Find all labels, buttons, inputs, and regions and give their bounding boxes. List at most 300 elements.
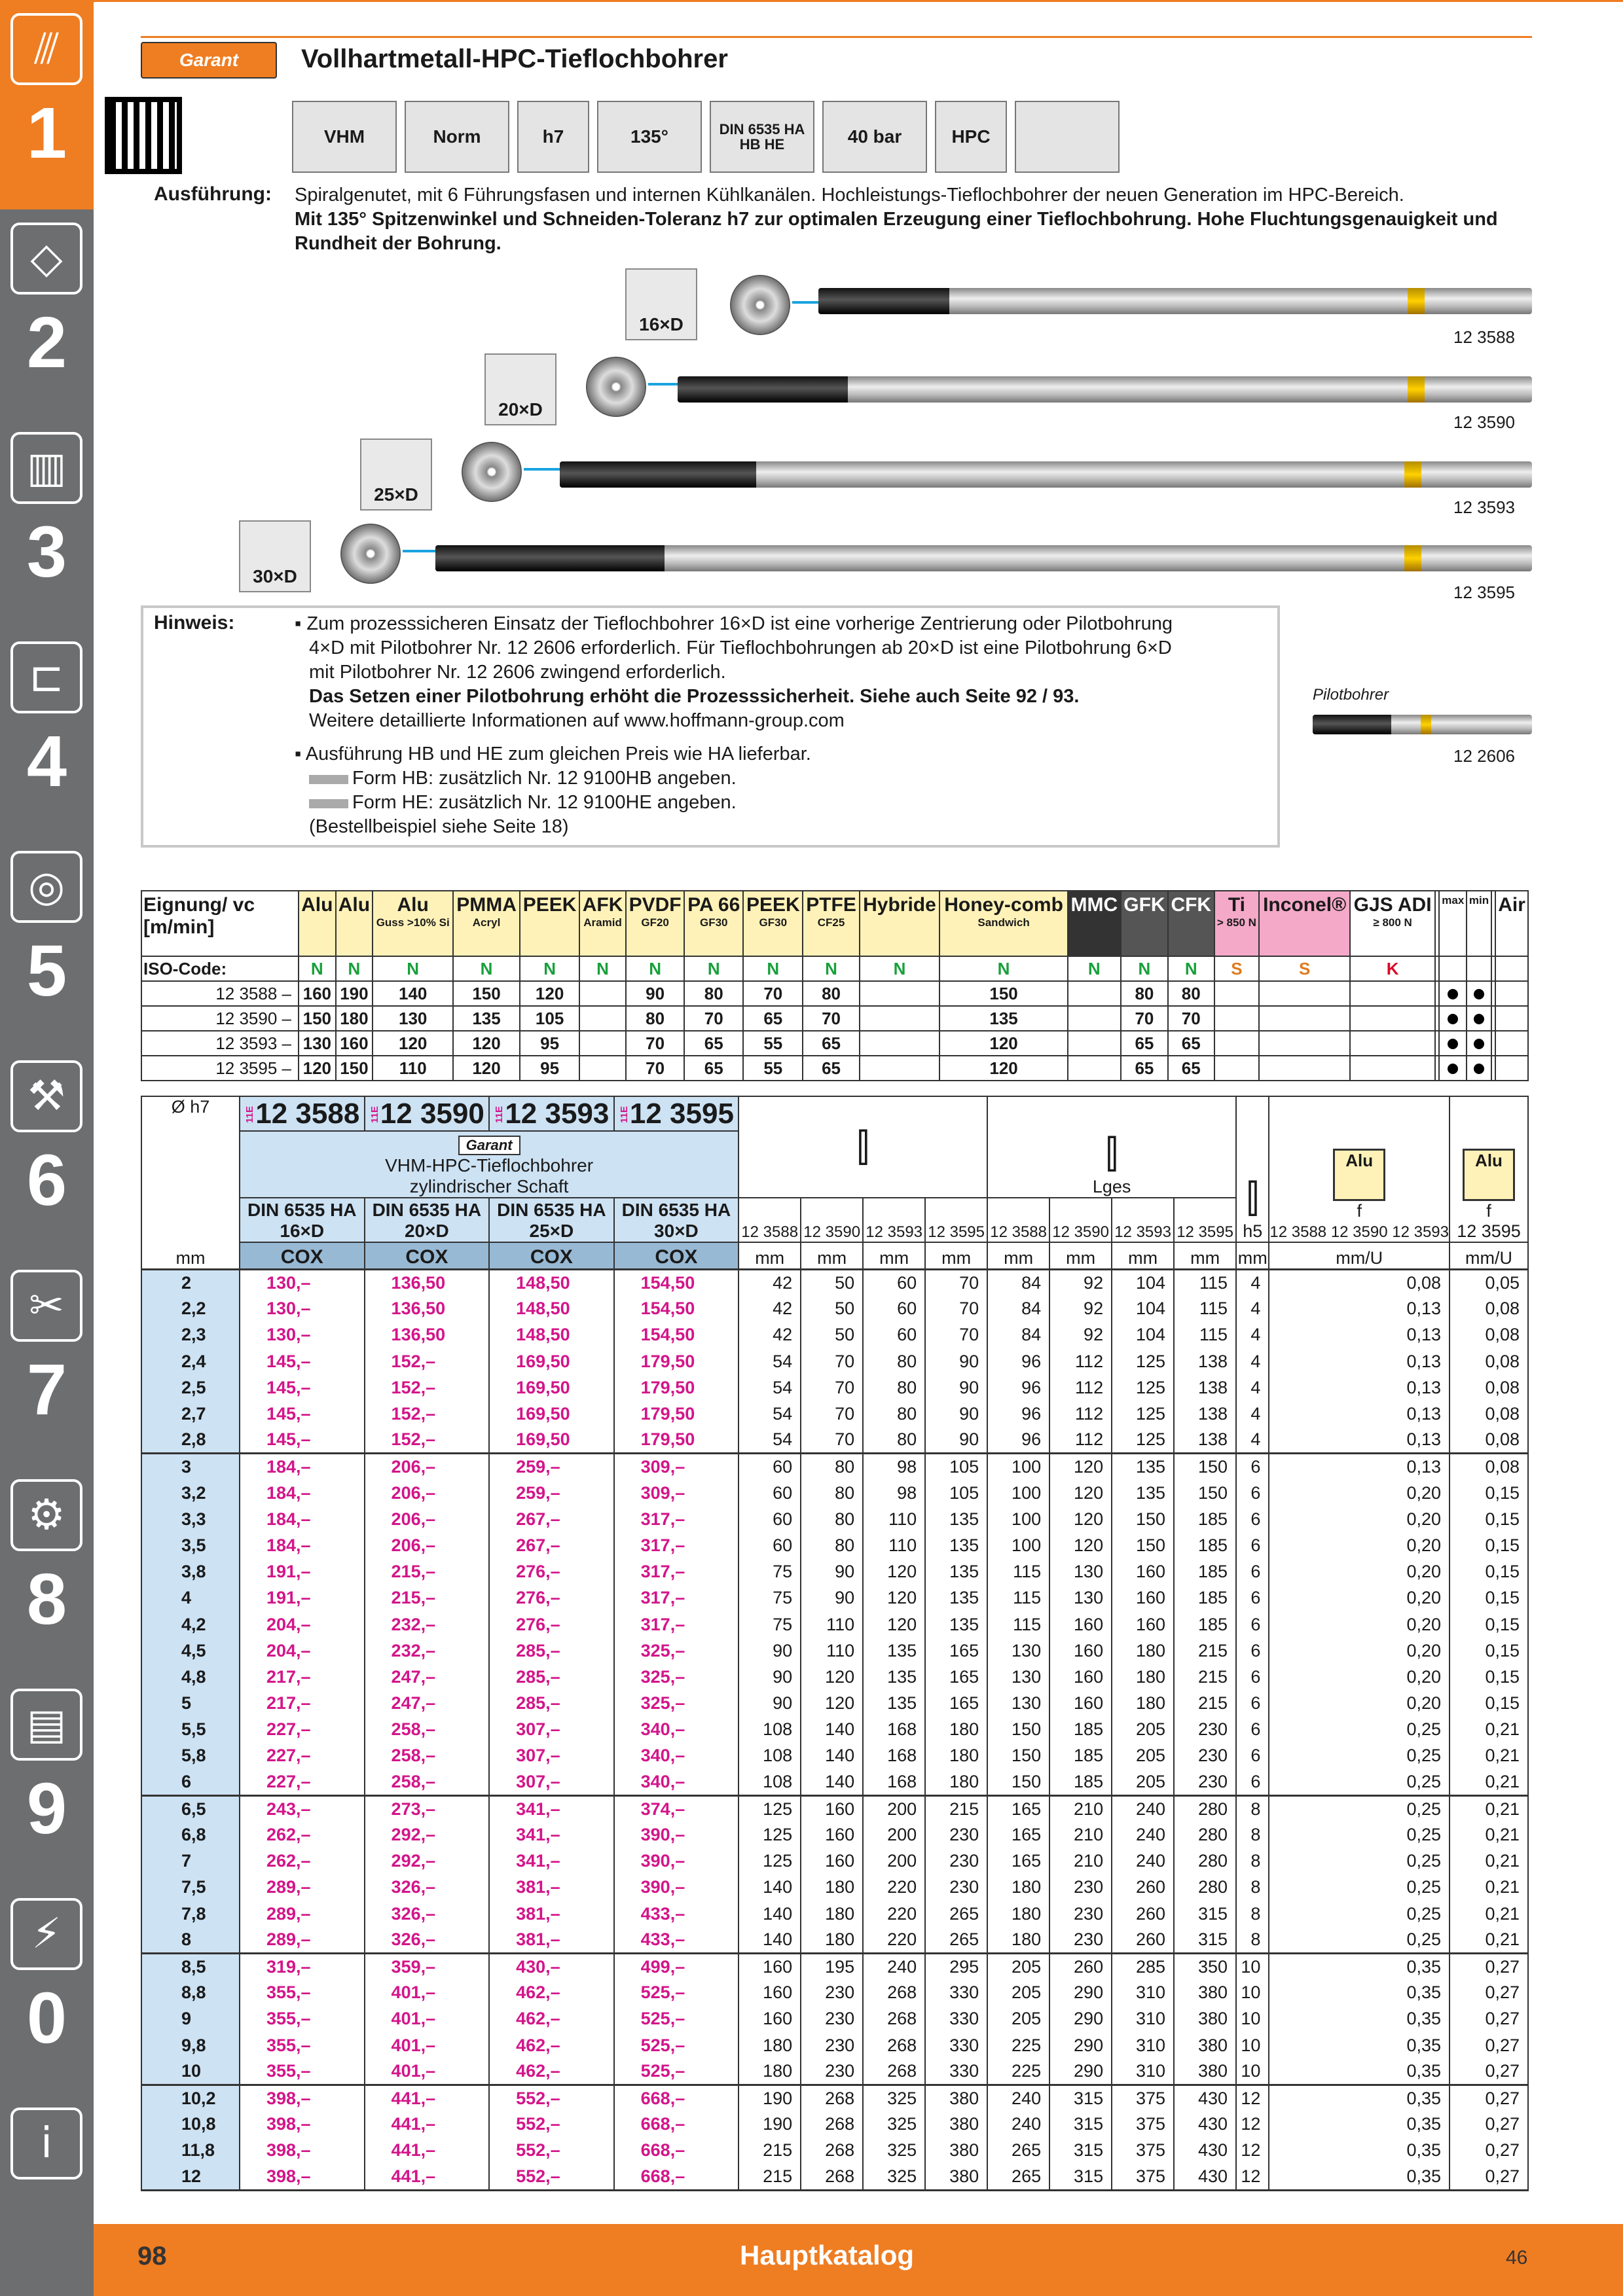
dimension-cell: 210 (1049, 1848, 1112, 1874)
price-cell: 154,50 (614, 1270, 739, 1296)
dimension-cell: 108 (739, 1769, 801, 1795)
dimension-cell: 8 (1236, 1927, 1269, 1953)
tool-number: 12 3595 (1453, 583, 1515, 602)
iso-code: N (579, 956, 626, 981)
dimension-cell: 0,15 (1450, 1506, 1528, 1532)
chapter-sidebar (0, 0, 94, 2296)
dimension-cell: 160 (1049, 1611, 1112, 1638)
table-row (141, 1717, 1528, 1743)
cell: 80 (803, 981, 859, 1006)
price-cell: 355,– (240, 2032, 365, 2058)
price-cell: 325,– (614, 1664, 739, 1690)
table-row (141, 1769, 1528, 1795)
row-number: 12 3593 – (141, 1031, 299, 1056)
price-cell: 130,– (240, 1322, 365, 1348)
diameter-cell: 4 (141, 1585, 240, 1611)
sub-article: 12 3590 (801, 1198, 863, 1242)
dimension-cell: 0,25 (1269, 1717, 1450, 1743)
dimension-cell: 0,15 (1450, 1585, 1528, 1611)
iso-code (1467, 956, 1491, 981)
dimension-cell: 75 (739, 1585, 801, 1611)
dimension-cell: 8 (1236, 1848, 1269, 1874)
dimension-cell: 10 (1236, 2058, 1269, 2085)
dimension-cell: 120 (1049, 1506, 1112, 1532)
dimension-cell: 0,25 (1269, 1848, 1450, 1874)
dimension-cell: 215 (739, 2164, 801, 2190)
dimension-cell: 120 (1049, 1480, 1112, 1506)
cell (579, 1031, 626, 1056)
price-cell: 267,– (489, 1532, 614, 1558)
price-cell: 206,– (365, 1454, 490, 1480)
dimension-cell: 268 (863, 1980, 925, 2006)
dimension-cell: 140 (801, 1769, 863, 1795)
dimension-cell: 205 (987, 2006, 1049, 2032)
dimension-cell: 268 (863, 2058, 925, 2085)
price-cell: 243,– (240, 1795, 365, 1821)
price-cell: 148,50 (489, 1270, 614, 1296)
table-row (141, 1348, 1528, 1374)
form-hb-icon (309, 775, 348, 784)
dimension-cell: 290 (1049, 2032, 1112, 2058)
dimension-cell: 265 (987, 2164, 1049, 2190)
dimension-cell: 168 (863, 1769, 925, 1795)
price-cell: 401,– (365, 2058, 490, 2085)
sub-article: 12 3588 (739, 1198, 801, 1242)
drill-machine-icon: ⚡ (10, 1898, 82, 1970)
iso-code: N (939, 956, 1068, 981)
material-col: Alu Guss >10% Si (373, 891, 453, 956)
iso-code: N (803, 956, 859, 981)
sidebar-chapter-i[interactable] (0, 2094, 94, 2270)
sidebar-chapter-1[interactable] (0, 0, 94, 209)
dimension-cell: 135 (863, 1664, 925, 1690)
unit-mmU: mm/U (1269, 1242, 1450, 1269)
dimension-cell: 92 (1049, 1270, 1112, 1296)
dimension-cell: 160 (1112, 1585, 1174, 1611)
dimension-cell: 380 (1174, 2006, 1236, 2032)
dimension-cell: 60 (739, 1532, 801, 1558)
dimension-cell: 0,08 (1269, 1270, 1450, 1296)
sidebar-chapter-9[interactable] (0, 1676, 94, 1885)
dimension-cell: 165 (987, 1795, 1049, 1821)
dimension-cell: 0,21 (1450, 1927, 1528, 1953)
price-cell: 169,50 (489, 1401, 614, 1427)
dimension-cell: 168 (863, 1717, 925, 1743)
sub-article: 12 3593 (863, 1198, 925, 1242)
cell (1068, 981, 1121, 1006)
cell: 80 (1121, 981, 1168, 1006)
dimension-cell: 96 (987, 1427, 1049, 1454)
sidebar-chapter-0[interactable] (0, 1885, 94, 2094)
dimension-cell: 120 (1049, 1532, 1112, 1558)
material-col: Hybride (860, 891, 940, 956)
price-cell: 276,– (489, 1611, 614, 1638)
price-cell: 206,– (365, 1480, 490, 1506)
dimension-cell: 105 (925, 1454, 987, 1480)
price-cell: 401,– (365, 2006, 490, 2032)
price-cell: 462,– (489, 1980, 614, 2006)
dimension-cell: 125 (739, 1821, 801, 1848)
dimension-cell: 200 (863, 1795, 925, 1821)
dimension-cell: 0,13 (1269, 1296, 1450, 1322)
garant-logo-small: Garant (458, 1136, 520, 1155)
cell: 120 (520, 981, 579, 1006)
dimension-cell: 0,20 (1269, 1559, 1450, 1585)
price-cell: 462,– (489, 2058, 614, 2085)
cell: 120 (453, 1031, 520, 1056)
dimension-cell: 165 (925, 1664, 987, 1690)
price-cell: 184,– (240, 1480, 365, 1506)
table-row (141, 1322, 1528, 1348)
dimension-cell: 330 (925, 2058, 987, 2085)
cell (1259, 1006, 1350, 1031)
chapter-number: 5 (26, 931, 67, 1011)
dimension-cell: 6 (1236, 1559, 1269, 1585)
holder-icon: ▥ (10, 432, 82, 504)
dimension-cell: 100 (987, 1480, 1049, 1506)
dimension-cell: 230 (1174, 1743, 1236, 1769)
feed-header-2: Alu f 12 3595 (1450, 1096, 1528, 1242)
table-row (141, 1056, 1528, 1081)
dimension-cell: 0,35 (1269, 2058, 1450, 2085)
price-cell: 552,– (489, 2164, 614, 2190)
dimension-cell: 0,35 (1269, 2032, 1450, 2058)
dimension-cell: 4 (1236, 1427, 1269, 1454)
price-cell: 355,– (240, 2006, 365, 2032)
cell: 70 (626, 1056, 685, 1081)
sidebar-chapter-7[interactable] (0, 1257, 94, 1466)
iso-code: N (373, 956, 453, 981)
dimension-cell: 138 (1174, 1374, 1236, 1401)
drill-image (560, 461, 1532, 488)
dimension-cell: 265 (925, 1927, 987, 1953)
article-number: 11E12 3588 (240, 1096, 365, 1131)
dimension-cell: 70 (925, 1270, 987, 1296)
price-cell: 145,– (240, 1348, 365, 1374)
table-row (141, 2164, 1528, 2190)
chapter-number: 9 (26, 1768, 67, 1849)
dimension-cell: 268 (801, 2164, 863, 2190)
dimension-cell: 160 (1049, 1638, 1112, 1664)
dimension-cell: 205 (987, 1953, 1049, 1979)
table-row (141, 1296, 1528, 1322)
dimension-cell: 168 (863, 1743, 925, 1769)
dimension-cell: 0,08 (1450, 1401, 1528, 1427)
hinweis-line (295, 766, 1264, 791)
price-cell: 552,– (489, 2111, 614, 2138)
dimension-cell: 240 (1112, 1821, 1174, 1848)
dimension-cell: 90 (739, 1664, 801, 1690)
ausfuehrung-text (295, 183, 1525, 256)
price-cell: 145,– (240, 1401, 365, 1427)
article-number: 11E12 3590 (365, 1096, 490, 1131)
sub-article: 12 3593 (1112, 1198, 1174, 1242)
dimension-cell: 8 (1236, 1821, 1269, 1848)
dimension-cell: 6 (1236, 1480, 1269, 1506)
price-cell: 247,– (365, 1664, 490, 1690)
dimension-cell: 330 (925, 2032, 987, 2058)
dimension-cell: 430 (1174, 2085, 1236, 2111)
price-cell: 552,– (489, 2085, 614, 2111)
sidebar-chapter-6[interactable] (0, 1047, 94, 1257)
din-ratio: DIN 6535 HA 30×D (614, 1198, 739, 1242)
dimension-cell: 115 (1174, 1322, 1236, 1348)
iso-code: N (626, 956, 685, 981)
price-cell: 317,– (614, 1611, 739, 1638)
dimension-cell: 130 (987, 1691, 1049, 1717)
price-cell: 326,– (365, 1874, 490, 1901)
price-cell: 359,– (365, 1953, 490, 1979)
dimension-cell: 230 (1049, 1901, 1112, 1927)
price-cell: 292,– (365, 1821, 490, 1848)
cell (1439, 1006, 1467, 1031)
cell: 65 (1121, 1056, 1168, 1081)
price-cell: 525,– (614, 2006, 739, 2032)
dimension-cell: 100 (987, 1506, 1049, 1532)
arrow-icon (524, 468, 563, 471)
dimension-cell: 240 (1112, 1848, 1174, 1874)
dimension-cell: 215 (1174, 1691, 1236, 1717)
cell (1214, 981, 1260, 1006)
price-cell: 136,50 (365, 1296, 490, 1322)
cross-section-icon (340, 524, 401, 584)
dimension-cell: 230 (925, 1848, 987, 1874)
price-cell: 341,– (489, 1848, 614, 1874)
price-cell: 292,– (365, 1848, 490, 1874)
ausfuehrung-line-2: Mit 135° Spitzenwinkel und Schneiden-Toleranz h7 zur optimalen Erzeugung einer Tieflochbohrung. Hohe Fluchtungsgenauigkeit und Rundheit der Bohrung. (295, 209, 1498, 254)
dimension-cell: 160 (739, 1953, 801, 1979)
dimension-cell: 10 (1236, 1953, 1269, 1979)
dimension-cell: 180 (1112, 1691, 1174, 1717)
dimension-cell: 50 (801, 1270, 863, 1296)
dimension-cell: 135 (925, 1611, 987, 1638)
dimension-cell: 150 (987, 1717, 1049, 1743)
price-cell: 525,– (614, 2032, 739, 2058)
material-col: Ti > 850 N (1214, 891, 1260, 956)
unit-mm: mm (925, 1242, 987, 1269)
sidebar-chapter-8[interactable] (0, 1466, 94, 1676)
price-cell: 340,– (614, 1743, 739, 1769)
price-cell: 258,– (365, 1769, 490, 1795)
price-cell: 340,– (614, 1769, 739, 1795)
dimension-cell: 140 (739, 1901, 801, 1927)
cell (1439, 1031, 1467, 1056)
table-row (141, 2058, 1528, 2085)
price-cell: 179,50 (614, 1374, 739, 1401)
dimension-cell: 4 (1236, 1322, 1269, 1348)
dimension-cell: 112 (1049, 1348, 1112, 1374)
price-cell: 355,– (240, 1980, 365, 2006)
cell (1259, 981, 1350, 1006)
dimension-cell: 54 (739, 1348, 801, 1374)
price-cell: 145,– (240, 1427, 365, 1454)
info-icon: i (10, 2108, 82, 2179)
iso-code: K (1350, 956, 1435, 981)
dimension-cell: 230 (1174, 1769, 1236, 1795)
diameter-cell: 6,5 (141, 1795, 240, 1821)
dimension-cell: 0,25 (1269, 1821, 1450, 1848)
cell: 150 (453, 981, 520, 1006)
price-cell: 390,– (614, 1821, 739, 1848)
dimension-cell: 220 (863, 1901, 925, 1927)
price-cell: 262,– (240, 1848, 365, 1874)
dimension-cell: 260 (1112, 1901, 1174, 1927)
table-row (141, 1031, 1528, 1056)
iso-code (1439, 956, 1467, 981)
diameter-cell: 8,5 (141, 1953, 240, 1979)
material-col: Alu (336, 891, 373, 956)
price-cell: 317,– (614, 1506, 739, 1532)
cell (1495, 1006, 1528, 1031)
material-col: PEEK GF30 (743, 891, 803, 956)
material-col: min (1467, 891, 1491, 956)
price-cell: 227,– (240, 1743, 365, 1769)
chapter-number: 6 (26, 1140, 67, 1221)
cox-header: COX (614, 1242, 739, 1269)
dimension-cell: 240 (987, 2111, 1049, 2138)
price-cell: 215,– (365, 1585, 490, 1611)
price-cell: 152,– (365, 1401, 490, 1427)
material-col: Inconel® (1259, 891, 1350, 956)
price-cell: 217,– (240, 1691, 365, 1717)
price-cell: 191,– (240, 1559, 365, 1585)
dimension-cell: 110 (801, 1611, 863, 1638)
price-cell: 227,– (240, 1717, 365, 1743)
price-cell: 499,– (614, 1953, 739, 1979)
price-cell: 179,50 (614, 1348, 739, 1374)
table-row (141, 981, 1528, 1006)
dimension-cell: 135 (863, 1691, 925, 1717)
dimension-cell: 0,15 (1450, 1532, 1528, 1558)
dimension-cell: 0,25 (1269, 1743, 1450, 1769)
feed-header-1: Alu f 12 3588 12 3590 12 3593 (1269, 1096, 1450, 1242)
dimension-cell: 54 (739, 1401, 801, 1427)
material-col: Air (1495, 891, 1528, 956)
dimension-cell: 0,13 (1269, 1454, 1450, 1480)
price-cell: 398,– (240, 2085, 365, 2111)
dimension-cell: 130 (1049, 1559, 1112, 1585)
dimension-cell: 54 (739, 1374, 801, 1401)
sidebar-chapter-3[interactable] (0, 419, 94, 628)
price-cell: 668,– (614, 2164, 739, 2190)
sidebar-chapter-5[interactable] (0, 838, 94, 1047)
ratio-icon: 25×D (360, 439, 432, 511)
dimension-cell: 215 (1174, 1664, 1236, 1690)
table-row (141, 1638, 1528, 1664)
sub-article: 12 3595 (925, 1198, 987, 1242)
cell: 70 (684, 1006, 743, 1031)
diameter-cell: 9 (141, 2006, 240, 2032)
cell (579, 981, 626, 1006)
cell: 65 (803, 1031, 859, 1056)
diameter-cell: 2 (141, 1270, 240, 1296)
material-col: PEEK (520, 891, 579, 956)
price-cell: 191,– (240, 1585, 365, 1611)
diameter-cell: 2,7 (141, 1401, 240, 1427)
dimension-cell: 140 (739, 1927, 801, 1953)
iso-code: N (1168, 956, 1214, 981)
cell (860, 1006, 940, 1031)
hinweis-line: ▪ Ausführung HB und HE zum gleichen Preis wie HA lieferbar. (295, 744, 811, 764)
hinweis-line: Weitere detaillierte Informationen auf www.hoffmann-group.com (309, 710, 845, 731)
price-cell: 206,– (365, 1532, 490, 1558)
dimension-cell: 210 (1049, 1821, 1112, 1848)
table-row (141, 1270, 1528, 1296)
dimension-cell: 112 (1049, 1401, 1112, 1427)
dimension-cell: 70 (801, 1374, 863, 1401)
cell (1467, 1006, 1491, 1031)
dimension-cell: 230 (801, 1980, 863, 2006)
cox-header: COX (489, 1242, 614, 1269)
dimension-cell: 0,35 (1269, 2138, 1450, 2164)
cell (1259, 1056, 1350, 1081)
dimension-cell: 92 (1049, 1296, 1112, 1322)
chapter-number: 4 (26, 721, 67, 802)
dimension-cell: 90 (801, 1585, 863, 1611)
price-cell: 136,50 (365, 1322, 490, 1348)
table-row (141, 1848, 1528, 1874)
dimension-cell: 115 (1174, 1296, 1236, 1322)
material-col: GJS ADI ≥ 800 N (1350, 891, 1435, 956)
table-row (141, 1532, 1528, 1558)
diameter-cell: 4,2 (141, 1611, 240, 1638)
sidebar-chapter-4[interactable] (0, 628, 94, 838)
diameter-cell: 10,2 (141, 2085, 240, 2111)
price-cell: 401,– (365, 1980, 490, 2006)
dimension-cell: 60 (739, 1454, 801, 1480)
dimension-cell: 140 (801, 1743, 863, 1769)
iso-code (1495, 956, 1528, 981)
dimension-cell: 180 (801, 1901, 863, 1927)
unit-mmU: mm/U (1450, 1242, 1528, 1269)
cell: 95 (520, 1031, 579, 1056)
dimension-cell: 96 (987, 1401, 1049, 1427)
dimension-cell: 6 (1236, 1743, 1269, 1769)
price-cell: 340,– (614, 1717, 739, 1743)
unit-mm: mm (1236, 1242, 1269, 1269)
price-cell: 247,– (365, 1691, 490, 1717)
price-cell: 227,– (240, 1769, 365, 1795)
dimension-cell: 12 (1236, 2138, 1269, 2164)
cell: 70 (743, 981, 803, 1006)
price-cell: 169,50 (489, 1374, 614, 1401)
dimension-cell: 120 (863, 1585, 925, 1611)
diameter-cell: 6,8 (141, 1821, 240, 1848)
table-row (141, 1901, 1528, 1927)
cell (1259, 1031, 1350, 1056)
price-cell: 285,– (489, 1638, 614, 1664)
dimension-cell: 50 (801, 1322, 863, 1348)
dimension-cell: 120 (863, 1611, 925, 1638)
sidebar-chapter-2[interactable] (0, 209, 94, 419)
dimension-cell: 230 (925, 1874, 987, 1901)
diameter-cell: 2,3 (141, 1322, 240, 1348)
dimension-cell: 240 (987, 2085, 1049, 2111)
dimension-cell: 90 (801, 1559, 863, 1585)
eignung-header: Eignung/ vc [m/min] (141, 891, 299, 956)
dimension-cell: 135 (925, 1532, 987, 1558)
cell: 65 (743, 1006, 803, 1031)
cell (1467, 1056, 1491, 1081)
ratio-icon: 30×D (239, 520, 311, 592)
dimension-cell: 180 (1112, 1664, 1174, 1690)
dimension-cell: 0,21 (1450, 1769, 1528, 1795)
dimension-cell: 0,27 (1450, 2032, 1528, 2058)
tool-number: 12 3588 (1453, 327, 1515, 347)
material-col: MMC (1068, 891, 1121, 956)
price-cell: 525,– (614, 1980, 739, 2006)
dimension-cell: 430 (1174, 2111, 1236, 2138)
